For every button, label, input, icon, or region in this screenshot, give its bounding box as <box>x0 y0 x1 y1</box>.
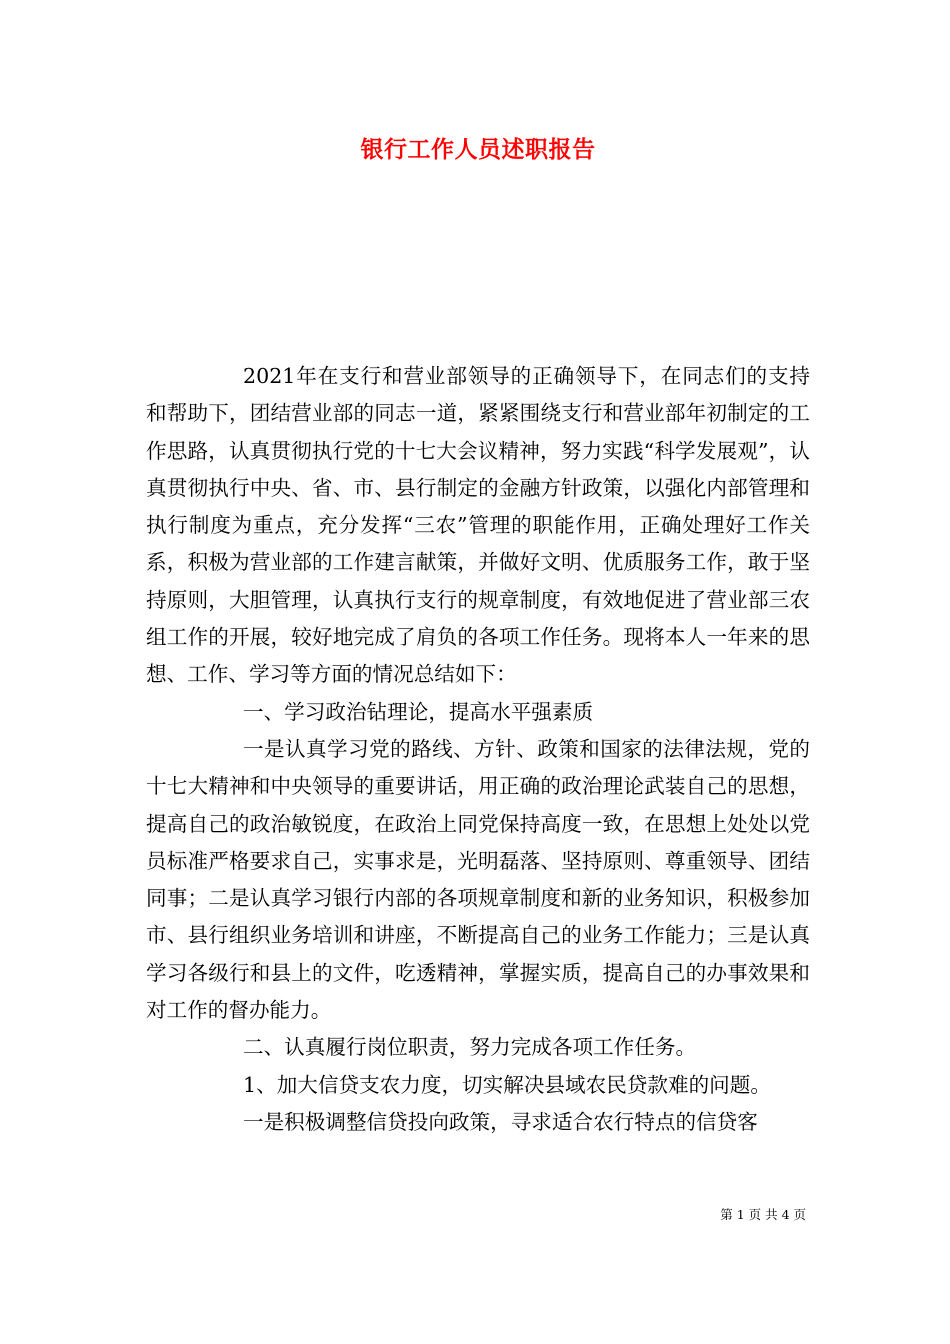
paragraph-study: 一是认真学习党的路线、方针、政策和国家的法律法规，党的十七大精神和中央领导的重要讲话，用正确的政治理论武装自己的思想，提高自己的政治敏锐度，在政治上同党保持高度一致，在思想上处处以党员标准严格要求自己，实事求是，光明磊落、坚持原则、尊重领导、团结同事；二是认真学习银行内部的各项规章制度和新的业务知识，积极参加市、县行组织业务培训和讲座，不断提高自己的业务工作能力；三是认真学习各级行和县上的文件，吃透精神，掌握实质，提高自己的办事效果和对工作的督办能力。 <box>146 736 810 1023</box>
section-heading-2: 二、认真履行岗位职责，努力完成各项工作任务。 <box>243 1035 697 1060</box>
paragraph-credit: 一是积极调整信贷投向政策，寻求适合农行特点的信贷客 <box>243 1109 758 1134</box>
page-number: 第 1 页 共 4 页 <box>720 1207 806 1222</box>
document-body <box>146 358 810 1141</box>
section-heading-1: 一、学习政治钻理论，提高水平强素质 <box>243 699 594 724</box>
document-title: 银行工作人员述职报告 <box>360 136 596 163</box>
subsection-heading-1: 1、加大信贷支农力度，切实解决县域农民贷款难的问题。 <box>243 1072 771 1097</box>
paragraph-intro: 2021年在支行和营业部领导的正确领导下，在同志们的支持和帮助下，团结营业部的同志一道，紧紧围绕支行和营业部年初制定的工作思路，认真贯彻执行党的十七大会议精神，努力实践“科学发展观”，认真贯彻执行中央、省、市、县行制定的金融方针政策，以强化内部管理和执行制度为重点，充分发挥“三农”管理的职能作用，正确处理好工作关系，积极为营业部的工作建言献策，并做好文明、优质服务工作，敢于坚持原则，大胆管理，认真执行支行的规章制度，有效地促进了营业部三农组工作的开展，较好地完成了肩负的各项工作任务。现将本人一年来的思想、工作、学习等方面的情况总结如下： <box>146 364 810 687</box>
